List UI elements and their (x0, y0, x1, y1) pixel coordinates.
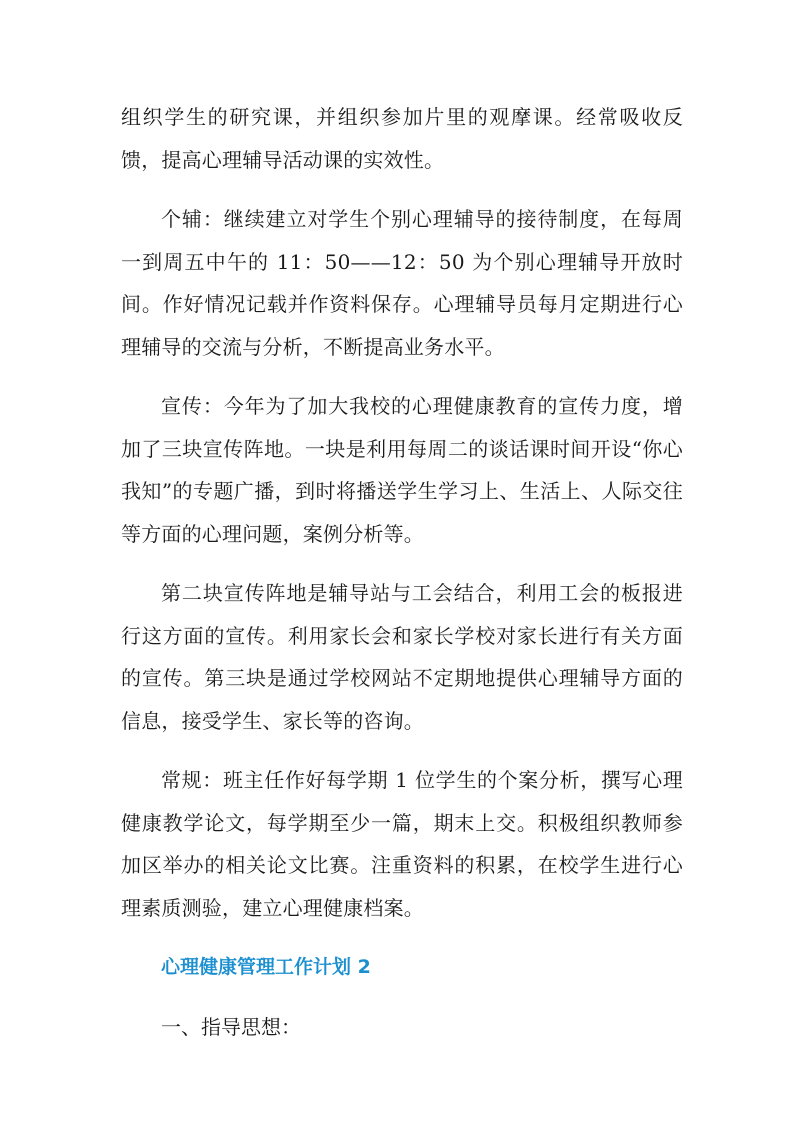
paragraph-activity-class: 组织学生的研究课，并组织参加片里的观摩课。经常吸收反馈，提高心理辅导活动课的实效性。 (121, 105, 683, 172)
paragraph-individual-counseling: 个辅：继续建立对学生个别心理辅导的接待制度，在每周一到周五中午的 11：50——12：50 为个别心理辅导开放时间。作好情况记载并作资料保存。心理辅导员每月定期进行心理辅导的交流与分析，不断提高业务水平。 (121, 207, 683, 359)
paragraph-routine: 常规：班主任作好每学期 1 位学生的个案分析，撰写心理健康教学论文，每学期至少一篇，期末上交。积极组织教师参加区举办的相关论文比赛。注重资料的积累，在校学生进行心理素质测验，建立心理健康档案。 (121, 768, 683, 920)
document-page (121, 96, 683, 1048)
paragraph-publicity: 宣传：今年为了加大我校的心理健康教育的宣传力度，增加了三块宣传阵地。一块是利用每周二的谈话课时间开设“你心我知”的专题广播，到时将播送学生学习上、生活上、人际交往等方面的心理问题，案例分析等。 (121, 394, 683, 546)
subheading-guiding-ideology: 一、指导思想： (161, 1015, 301, 1039)
section-heading: 心理健康管理工作计划 2 (161, 956, 371, 978)
paragraph-second-publicity: 第二块宣传阵地是辅导站与工会结合，利用工会的板报进行这方面的宣传。利用家长会和家长学校对家长进行有关方面的宣传。第三块是通过学校网站不定期地提供心理辅导方面的信息，接受学生、家长等的咨询。 (121, 581, 683, 733)
